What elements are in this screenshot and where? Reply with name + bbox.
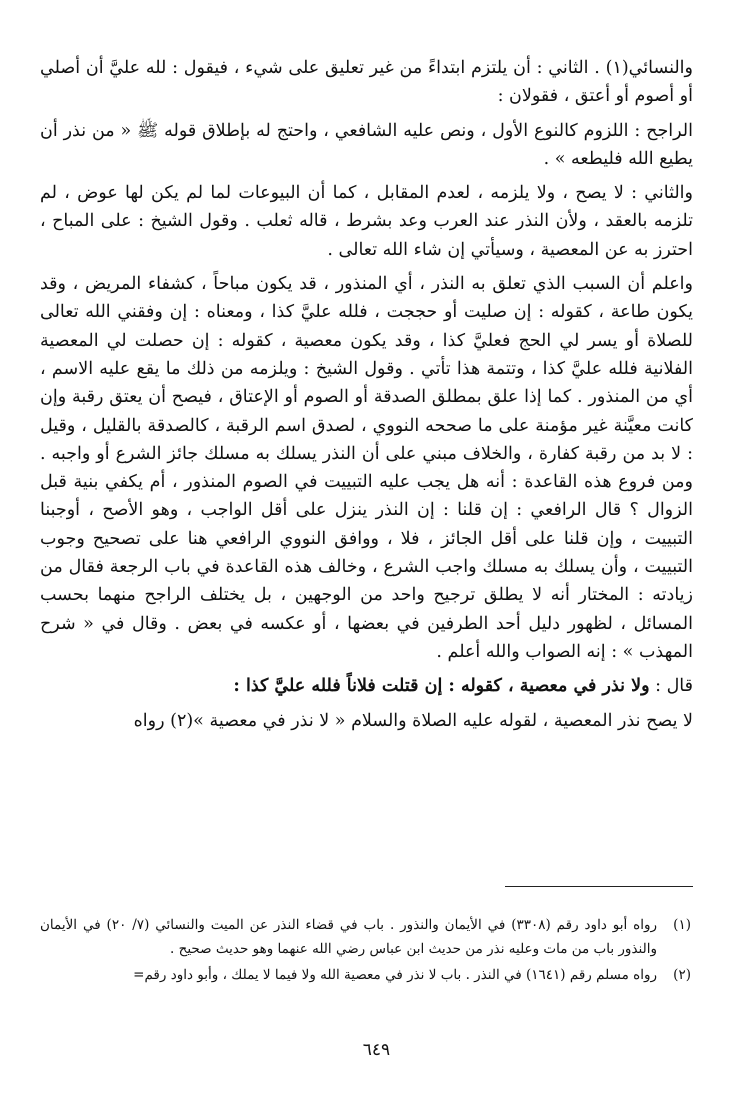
- footnote-text: رواه أبو داود رقم (٣٣٠٨) في الأيمان والنذور . باب في قضاء النذر عن الميت والنسائي (٧/ ٢٠) في الأيمان والنذور باب من مات وعليه نذر من حديث ابن عباس رضي الله عنهما وهو حديث صحيح .: [40, 917, 657, 957]
- matn-bold-text: ولا نذر في معصية ، كقوله : إن قتلت فلاناً فلله عليَّ كذا :: [233, 676, 650, 697]
- footnote-number: (١): [673, 917, 691, 933]
- footnote-divider: [505, 886, 693, 887]
- paragraph-2: الراجح : اللزوم كالنوع الأول ، ونص عليه الشافعي ، واحتج له بإطلاق قوله ﷺ « من نذر أن يطيع الله فليطعه » .: [40, 120, 693, 169]
- footnote-1: [40, 913, 691, 961]
- paragraph-1: والنسائي(١) . الثاني : أن يلتزم ابتداءً من غير تعليق على شيء ، فيقول : لله عليَّ أن أصلي أو أصوم أو أعتق ، فقولان :: [40, 58, 693, 107]
- footnote-number: (٢): [673, 967, 691, 983]
- footnote-text: رواه مسلم رقم (١٦٤١) في النذر . باب لا نذر في معصية الله ولا فيما لا يملك ، وأبو داود رقم=: [133, 967, 657, 983]
- footnotes: [40, 913, 691, 989]
- paragraph-4: واعلم أن السبب الذي تعلق به النذر ، أي المنذور ، قد يكون مباحاً ، كشفاء المريض ، وقد يكون طاعة ، كقوله : إن صليت أو حججت ، فلله عليَّ كذا ، ومعناه : إن وفقني الله تعالى للصلاة أو يسر لي الحج فعليَّ كذا ، وقد يكون معصية ، كقوله : إن حصلت لي المعصية الفلانية فلله عليَّ كذا ، وتتمة هذا تأتي . وقول الشيخ : ويلزمه من ذلك ما يقع عليه الاسم ، أي من المنذور . كما إذا علق بمطلق الصدقة أو الصوم أو الإعتاق ، فيصح أن يعتق رقبة وإن كانت معيَّنة غير مؤمنة على ما صححه النووي ، لصدق اسم الرقبة ، كالصدقة بالقليل ، وقيل : لا بد من رقبة كفارة ، والخلاف مبني على أن النذر يسلك به مسلك جائز الشرع أو واجبه . ومن فروع هذه القاعدة : أنه هل يجب عليه التبييت في الصوم المنذور ، أم يكفي بنية قبل الزوال ؟ قال الرافعي : إن قلنا : إن النذر ينزل على أقل الواجب ، وهو الأصح ، أوجبنا التبييت ، وإن قلنا على أقل الجائز ، فلا ، ووافق النووي الرافعي هنا على تصحيح وجوب التبييت ، وأن يسلك به مسلك واجب الشرع ، وخالف هذه القاعدة في باب الرجعة فقال من زيادته : المختار أنه لا يطلق ترجيح واحد من الوجهين ، بل يختلف الراجح منهما بحسب المسائل ، لظهور دليل أحد الطرفين في بعضها ، أو عكسه في بعض . وقال في « شرح المهذب » : إنه الصواب والله أعلم .: [40, 274, 693, 662]
- page-number: ٦٤٩: [362, 1040, 391, 1060]
- matn-prefix: قال :: [655, 676, 693, 697]
- matn-line: [40, 672, 693, 700]
- footnote-2: [40, 963, 691, 987]
- page-body: [40, 54, 693, 741]
- last-line: لا يصح نذر المعصية ، لقوله عليه الصلاة والسلام « لا نذر في معصية »(٢) رواه: [133, 710, 693, 731]
- paragraph-3: والثاني : لا يصح ، ولا يلزمه ، لعدم المقابل ، كما أن البيوعات لما لم يكن لها عوض ، لم تلزمه بالعقد ، ولأن النذر عند العرب وعد بشرط ، قاله ثعلب . وقول الشيخ : على المباح ، احترز به عن المعصية ، وسيأتي إن شاء الله تعالى .: [40, 183, 693, 260]
